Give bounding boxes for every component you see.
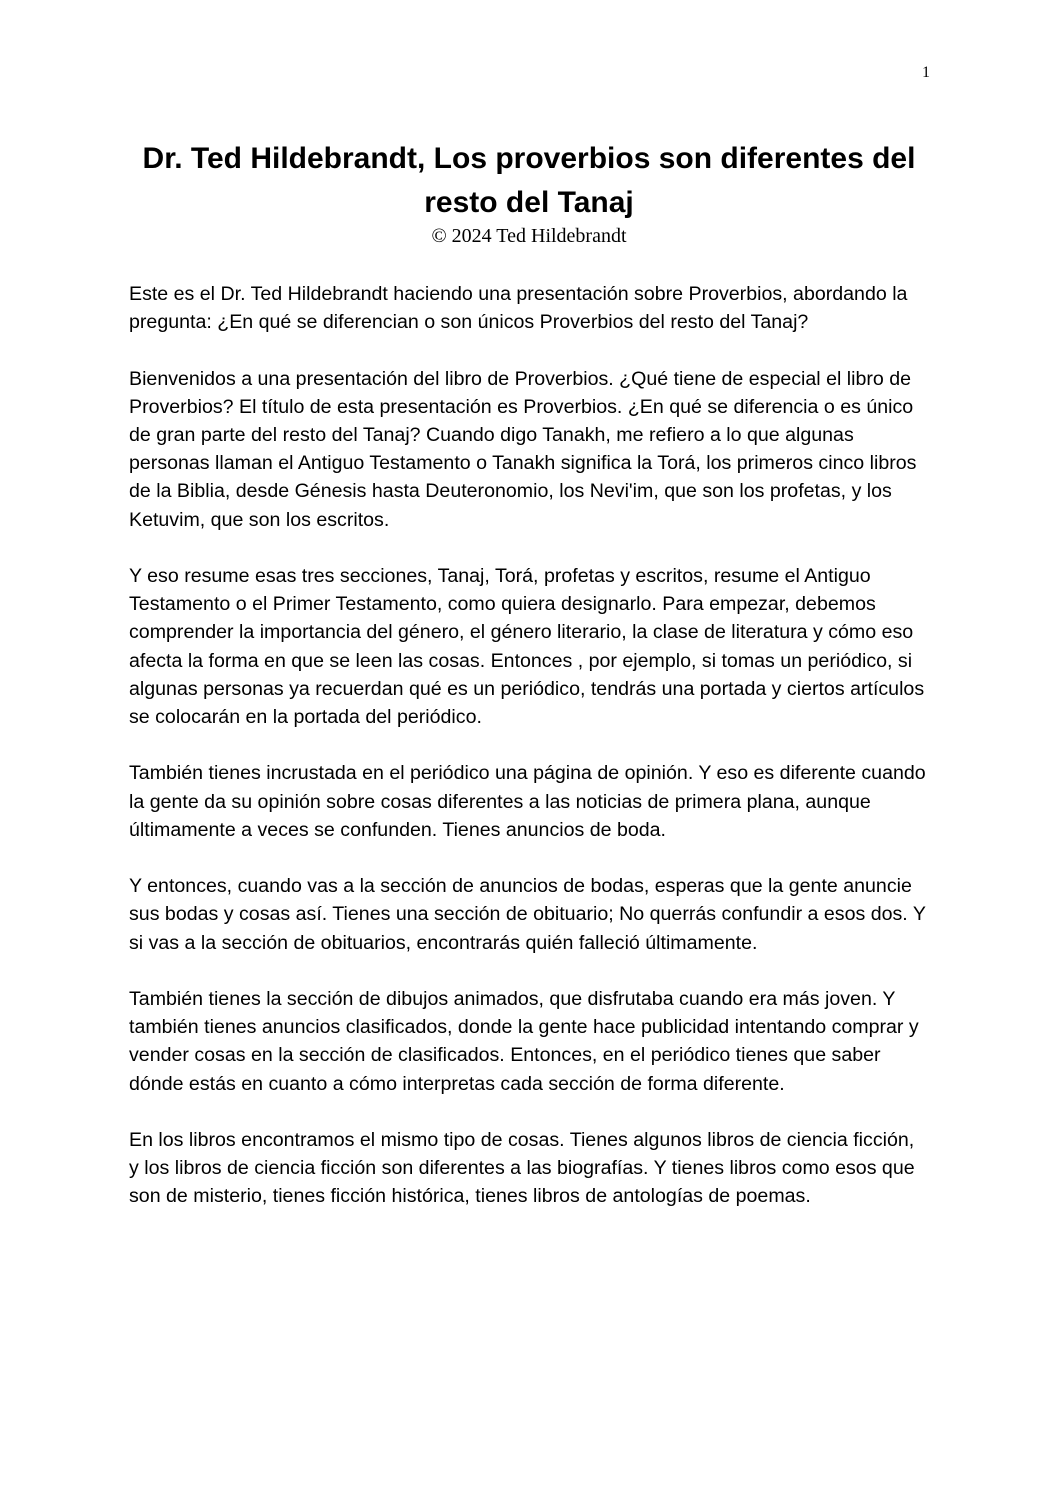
copyright-line: © 2024 Ted Hildebrandt: [431, 225, 627, 247]
page-number: 1: [922, 64, 930, 81]
paragraph: En los libros encontramos el mismo tipo de cosas. Tienes algunos libros de ciencia ficción, y los libros de ciencia ficción son diferentes a las biografías. Y tienes libros como esos que son de misterio, tienes ficción histórica, tienes libros de antologías de poemas.: [129, 1129, 915, 1208]
document-title: Dr. Ted Hildebrandt, Los proverbios son diferentes del resto del Tanaj: [142, 142, 916, 219]
body-text: [129, 280, 929, 1239]
paragraph: También tienes incrustada en el periódico una página de opinión. Y eso es diferente cuando la gente da su opinión sobre cosas diferentes a las noticias de primera plana, aunque últimamente a veces se confunden. Tienes anuncios de boda.: [129, 762, 926, 841]
paragraph: Y entonces, cuando vas a la sección de anuncios de bodas, esperas que la gente anuncie sus bodas y cosas así. Tienes una sección de obituario; No querrás confundir a esos dos. Y si vas a la sección de obituarios, encontrarás quién falleció últimamente.: [129, 875, 926, 954]
paragraph: Bienvenidos a una presentación del libro de Proverbios. ¿Qué tiene de especial el libro de Proverbios? El título de esta presentación es Proverbios. ¿En qué se diferencia o es único de gran parte del resto del Tanaj? Cuando digo Tanakh, me refiero a lo que algunas personas llaman el Antiguo Testamento o Tanakh significa la Torá, los primeros cinco libros de la Biblia, desde Génesis hasta Deuteronomio, los Nevi'im, que son los profetas, y los Ketuvim, que son los escritos.: [129, 367, 917, 531]
paragraph: También tienes la sección de dibujos animados, que disfrutaba cuando era más joven. Y también tienes anuncios clasificados, donde la gente hace publicidad intentando comprar y vender cosas en la sección de clasificados. Entonces, en el periódico tienes que saber dónde estás en cuanto a cómo interpretas cada sección de forma diferente.: [129, 988, 919, 1095]
paragraph: Este es el Dr. Ted Hildebrandt haciendo una presentación sobre Proverbios, abordando la pregunta: ¿En qué se diferencian o son únicos Proverbios del resto del Tanaj?: [129, 283, 908, 334]
paragraph: Y eso resume esas tres secciones, Tanaj, Torá, profetas y escritos, resume el Antiguo Testamento o el Primer Testamento, como quiera designarlo. Para empezar, debemos comprender la importancia del género, el género literario, la clase de literatura y cómo eso afecta la forma en que se leen las cosas. Entonces , por ejemplo, si tomas un periódico, si algunas personas ya recuerdan qué es un periódico, tendrás una portada y ciertos artículos se colocarán en la portada del periódico.: [129, 565, 925, 729]
